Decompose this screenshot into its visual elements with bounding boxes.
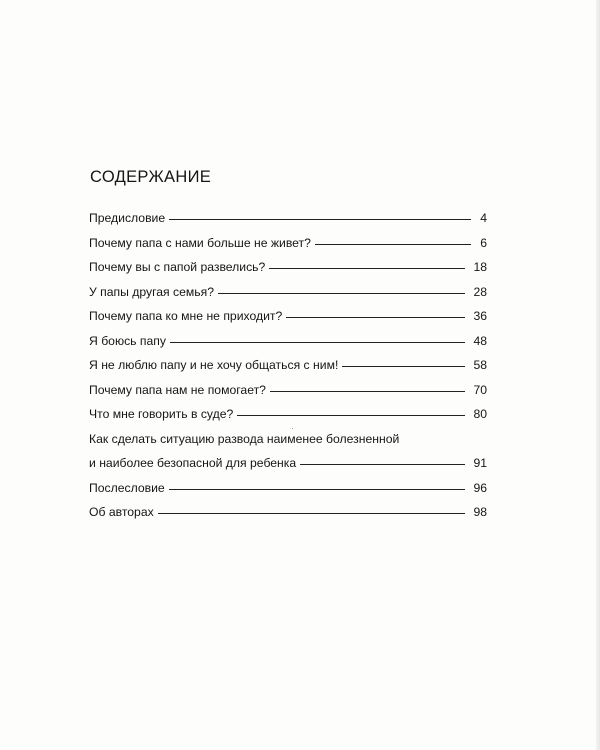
toc-page-number: 98 <box>473 505 487 519</box>
toc-entry-about-authors[interactable] <box>89 500 487 525</box>
toc-page-number: 91 <box>473 456 487 470</box>
dot-leader <box>342 366 465 367</box>
dot-leader <box>286 317 465 318</box>
toc-entry-title: Почему вы с папой развелись? <box>89 260 266 274</box>
toc-heading: СОДЕРЖАНИЕ <box>90 168 212 186</box>
toc-page-number: 18 <box>473 260 487 274</box>
dot-leader <box>237 415 465 416</box>
dot-leader <box>300 464 465 465</box>
toc-page-number: 48 <box>473 333 487 348</box>
toc-entry-title-line-2: и наиболее безопасной для ребенка <box>89 456 297 470</box>
toc-page-number: 80 <box>473 407 487 421</box>
toc-entry-chapter-7[interactable] <box>89 378 487 403</box>
toc-page-number: 36 <box>473 309 487 323</box>
toc-page-number: 28 <box>473 284 487 299</box>
toc-page-number: 6 <box>480 235 487 250</box>
dot-leader <box>169 489 465 490</box>
toc-entry-title: Почему папа нам не помогает? <box>89 382 266 397</box>
dot-leader <box>269 268 465 269</box>
toc-page-number: 70 <box>473 382 487 397</box>
dot-leader <box>158 513 465 514</box>
toc-entry-chapter-8[interactable] <box>89 402 487 427</box>
toc-entry-chapter-3[interactable] <box>89 280 487 305</box>
scan-speck <box>292 428 293 429</box>
toc-entry-title: Предисловие <box>89 211 166 225</box>
toc-page-number: 4 <box>480 211 487 225</box>
table-of-contents <box>89 206 487 525</box>
toc-entry-title: Я боюсь папу <box>89 333 166 348</box>
dot-leader <box>270 391 465 392</box>
toc-entry-afterword[interactable] <box>89 476 487 501</box>
toc-entry-chapter-1[interactable] <box>89 231 487 256</box>
toc-entry-title-line-1: Как сделать ситуацию развода наименее болезненной <box>89 431 400 446</box>
toc-page-number: 58 <box>473 358 487 372</box>
toc-entry-preface[interactable] <box>89 206 487 231</box>
toc-page-number: 96 <box>473 480 487 495</box>
toc-entry-title: Почему папа с нами больше не живет? <box>89 235 311 250</box>
toc-entry-chapter-2[interactable] <box>89 255 487 280</box>
page-edge <box>596 0 600 750</box>
dot-leader <box>315 244 471 245</box>
dot-leader <box>170 342 465 343</box>
toc-entry-title: Об авторах <box>89 505 154 519</box>
toc-entry-title: Я не люблю папу и не хочу общаться с ним! <box>89 358 339 372</box>
dot-leader <box>218 293 465 294</box>
toc-entry-title: Послесловие <box>89 480 165 495</box>
toc-entry-chapter-5[interactable] <box>89 329 487 354</box>
toc-entry-title: Почему папа ко мне не приходит? <box>89 309 283 323</box>
toc-entry-title: У папы другая семья? <box>89 284 215 299</box>
toc-entry-title: Что мне говорить в суде? <box>89 407 234 421</box>
dot-leader <box>169 219 471 220</box>
toc-entry-chapter-9[interactable] <box>89 427 487 476</box>
toc-entry-chapter-6[interactable] <box>89 353 487 378</box>
toc-entry-chapter-4[interactable] <box>89 304 487 329</box>
